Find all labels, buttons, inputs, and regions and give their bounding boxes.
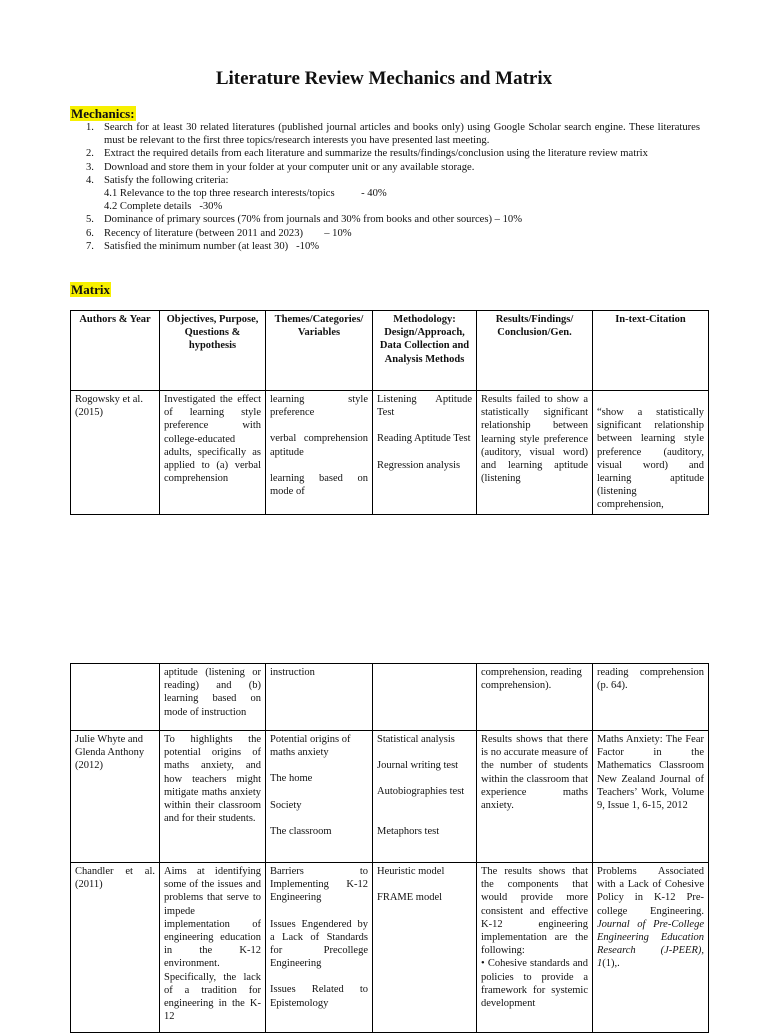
table-header-row xyxy=(71,311,709,391)
cell-results: Results failed to show a statistically significant relationship between learning style preference (auditory, visual word) and learning aptitude (listening xyxy=(477,391,593,515)
cell-methodology: Listening Aptitude Test Reading Aptitude Test Regression analysis xyxy=(373,391,477,515)
cell-themes: Potential origins of maths anxiety The home Society The classroom xyxy=(266,731,373,863)
cell-results: comprehension, reading comprehension). xyxy=(477,664,593,731)
table-row xyxy=(71,664,709,731)
table-row xyxy=(71,731,709,863)
cell-objectives: Investigated the effect of learning style preference with college-educated adults, specifically as applied to (a) verbal comprehension xyxy=(160,391,266,515)
cell-results: The results shows that the components that would provide more consistent and effective K-12 engineering implementation are the following: • Cohesive standards and policies to provide a framework for systemic development xyxy=(477,863,593,1033)
column-header: Methodology: Design/Approach, Data Collection and Analysis Methods xyxy=(373,311,477,391)
cell-citation: “show a statistically significant relationship between learning style preference (auditory, visual word) and learning aptitude (listening comprehension, xyxy=(593,391,709,515)
cell-objectives: aptitude (listening or reading) and (b) learning based on mode of instruction xyxy=(160,664,266,731)
cell-author: Chandler et al. (2011) xyxy=(71,863,160,1033)
cell-themes: instruction xyxy=(266,664,373,731)
cell-results: Results shows that there is no accurate measure of the number of students within the classroom that experience maths anxiety. xyxy=(477,731,593,863)
cell-methodology: Statistical analysis Journal writing test Autobiographies test Metaphors test xyxy=(373,731,477,863)
cell-citation: reading comprehension (p. 64). xyxy=(593,664,709,731)
list-item: 5. Dominance of primary sources (70% from journals and 30% from books and other sources) – 10% xyxy=(86,214,523,226)
list-item: 4. Satisfy the following criteria: 4.1 Relevance to the top three research interests/topics - 40% 4.2 Complete details -30% xyxy=(70,174,700,214)
cell-citation: Problems Associated with a Lack of Cohesive Policy in K-12 Pre-college Engineering. Journal of Pre-College Engineering Education Research (J-PEER), 1(1),. xyxy=(593,863,709,1033)
matrix-heading: Matrix xyxy=(71,282,110,297)
cell-author: Julie Whyte and Glenda Anthony (2012) xyxy=(71,731,160,863)
matrix-table-page2 xyxy=(70,663,709,1033)
sub-item: 4.2 Complete details -30% xyxy=(104,201,223,213)
cell-themes: learning style preference verbal comprehension aptitude learning based on mode of xyxy=(266,391,373,515)
list-item: 3. Download and store them in your folder at your computer unit or any available storage. xyxy=(86,161,475,173)
column-header: Results/Findings/ Conclusion/Gen. xyxy=(477,311,593,391)
cell-author xyxy=(71,664,160,731)
cell-objectives: Aims at identifying some of the issues and problems that serve to impede implementation of engineering education in the K-12 environment. Specifically, the lack of a tradition for engineering in the K-12 xyxy=(160,863,266,1033)
cell-themes: Barriers to Implementing K-12 Engineering Issues Engendered by a Lack of Standards for Precollege Engineering Issues Related to Epistemology xyxy=(266,863,373,1033)
table-row xyxy=(71,863,709,1033)
column-header: Objectives, Purpose, Questions & hypothesis xyxy=(160,311,266,391)
column-header: Themes/Categories/ Variables xyxy=(266,311,373,391)
cell-author: Rogowsky et al. (2015) xyxy=(71,391,160,515)
list-item: 7. Satisfied the minimum number (at least 30) -10% xyxy=(86,240,320,252)
mechanics-heading: Mechanics: xyxy=(71,106,135,121)
list-item: 6. Recency of literature (between 2011 and 2023) – 10% xyxy=(86,227,352,239)
matrix-table-page1 xyxy=(70,310,709,515)
list-item: 2. Extract the required details from each literature and summarize the results/findings/conclusion using the literature review matrix xyxy=(86,148,648,160)
cell-methodology: Heuristic model FRAME model xyxy=(373,863,477,1033)
list-item: 1. Search for at least 30 related literatures (published journal articles and books only) using Google Scholar search engine. These literatures must be relevant to the first three topics/research interests you have presented last meeting. xyxy=(86,122,700,147)
sub-item: 4.1 Relevance to the top three research interests/topics - 40% xyxy=(104,188,387,200)
mechanics-list xyxy=(70,121,700,253)
page-title: Literature Review Mechanics and Matrix xyxy=(215,68,553,89)
table-row xyxy=(71,391,709,515)
column-header: Authors & Year xyxy=(71,311,160,391)
cell-methodology xyxy=(373,664,477,731)
cell-citation: Maths Anxiety: The Fear Factor in the Mathematics Classroom New Zealand Journal of Teachers’ Work, Volume 9, Issue 1, 6-15, 2012 xyxy=(593,731,709,863)
column-header: In-text-Citation xyxy=(593,311,709,391)
cell-objectives: To highlights the potential origins of maths anxiety, and how teachers might mitigate maths anxiety within their classroom and for their students. xyxy=(160,731,266,863)
